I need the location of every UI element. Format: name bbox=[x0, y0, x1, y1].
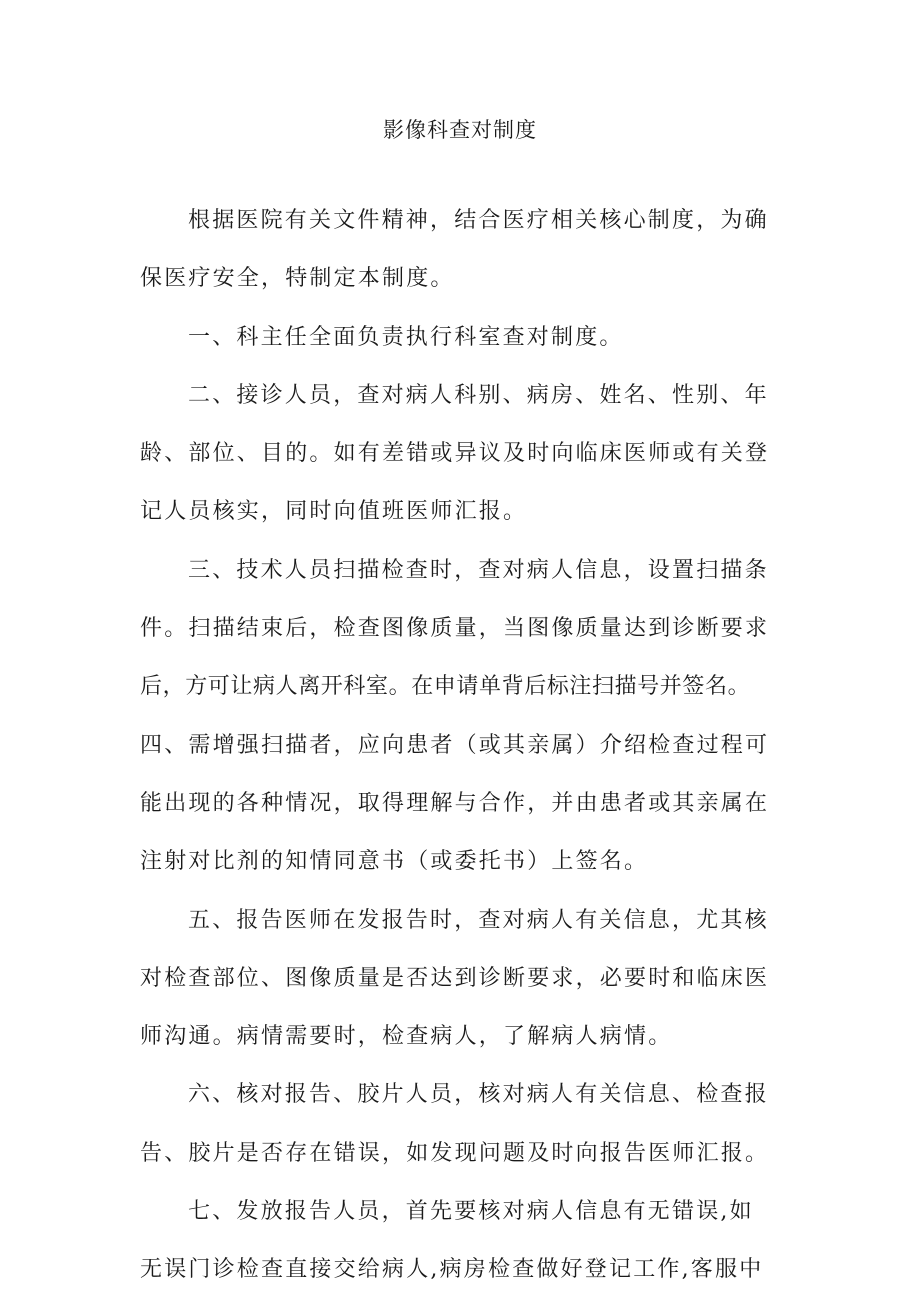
intro-line-1: 根据医院有关文件精神，结合医疗相关核心制度，为确 bbox=[188, 208, 769, 233]
item-2-line-3: 记人员核实，同时向值班医师汇报。 bbox=[140, 499, 528, 525]
item-5-line-1: 五、报告医师在发报告时，查对病人有关信息，尤其核 bbox=[188, 907, 769, 933]
item-7-line-2: 无误门诊检查直接交给病人,病房检查做好登记工作,客服中 bbox=[140, 1257, 764, 1283]
item-5-line-2: 对检查部位、图像质量是否达到诊断要求，必要时和临床医 bbox=[140, 965, 770, 991]
document-body bbox=[140, 206, 795, 1314]
item-6-line-1: 六、核对报告、胶片人员，核对病人有关信息、检查报 bbox=[188, 1082, 769, 1108]
item-6-line-2: 告、胶片是否存在错误，如发现问题及时向报告医师汇报。 bbox=[140, 1140, 770, 1166]
item-4-line-3: 注射对比剂的知情同意书（或委托书）上签名。 bbox=[140, 849, 649, 875]
item-3-line-1: 三、技术人员扫描检查时，查对病人信息，设置扫描条 bbox=[188, 557, 769, 583]
item-5-line-3: 师沟通。病情需要时，检查病人，了解病人病情。 bbox=[140, 1024, 673, 1050]
item-3-line-2: 件。扫描结束后，检查图像质量，当图像质量达到诊断要求 bbox=[140, 616, 770, 642]
item-2-line-1: 二、接诊人员，查对病人科别、病房、姓名、性别、年 bbox=[188, 382, 769, 408]
intro-line-2: 保医疗安全，特制定本制度。 bbox=[140, 266, 455, 292]
item-1-line-1: 一、科主任全面负责执行科室查对制度。 bbox=[188, 324, 624, 350]
document-title: 影像科查对制度 bbox=[383, 118, 537, 142]
item-7-line-1: 七、发放报告人员，首先要核对病人信息有无错误,如 bbox=[188, 1199, 754, 1225]
item-4-line-2: 能出现的各种情况，取得理解与合作，并由患者或其亲属在 bbox=[140, 790, 770, 816]
item-4-line-1: 四、需增强扫描者，应向患者（或其亲属）介绍检查过程可 bbox=[140, 732, 770, 758]
item-3-line-3: 后，方可让病人离开科室。在申请单背后标注扫描号并签名。 bbox=[140, 674, 751, 700]
item-2-line-2: 龄、部位、目的。如有差错或异议及时向临床医师或有关登 bbox=[140, 441, 770, 467]
